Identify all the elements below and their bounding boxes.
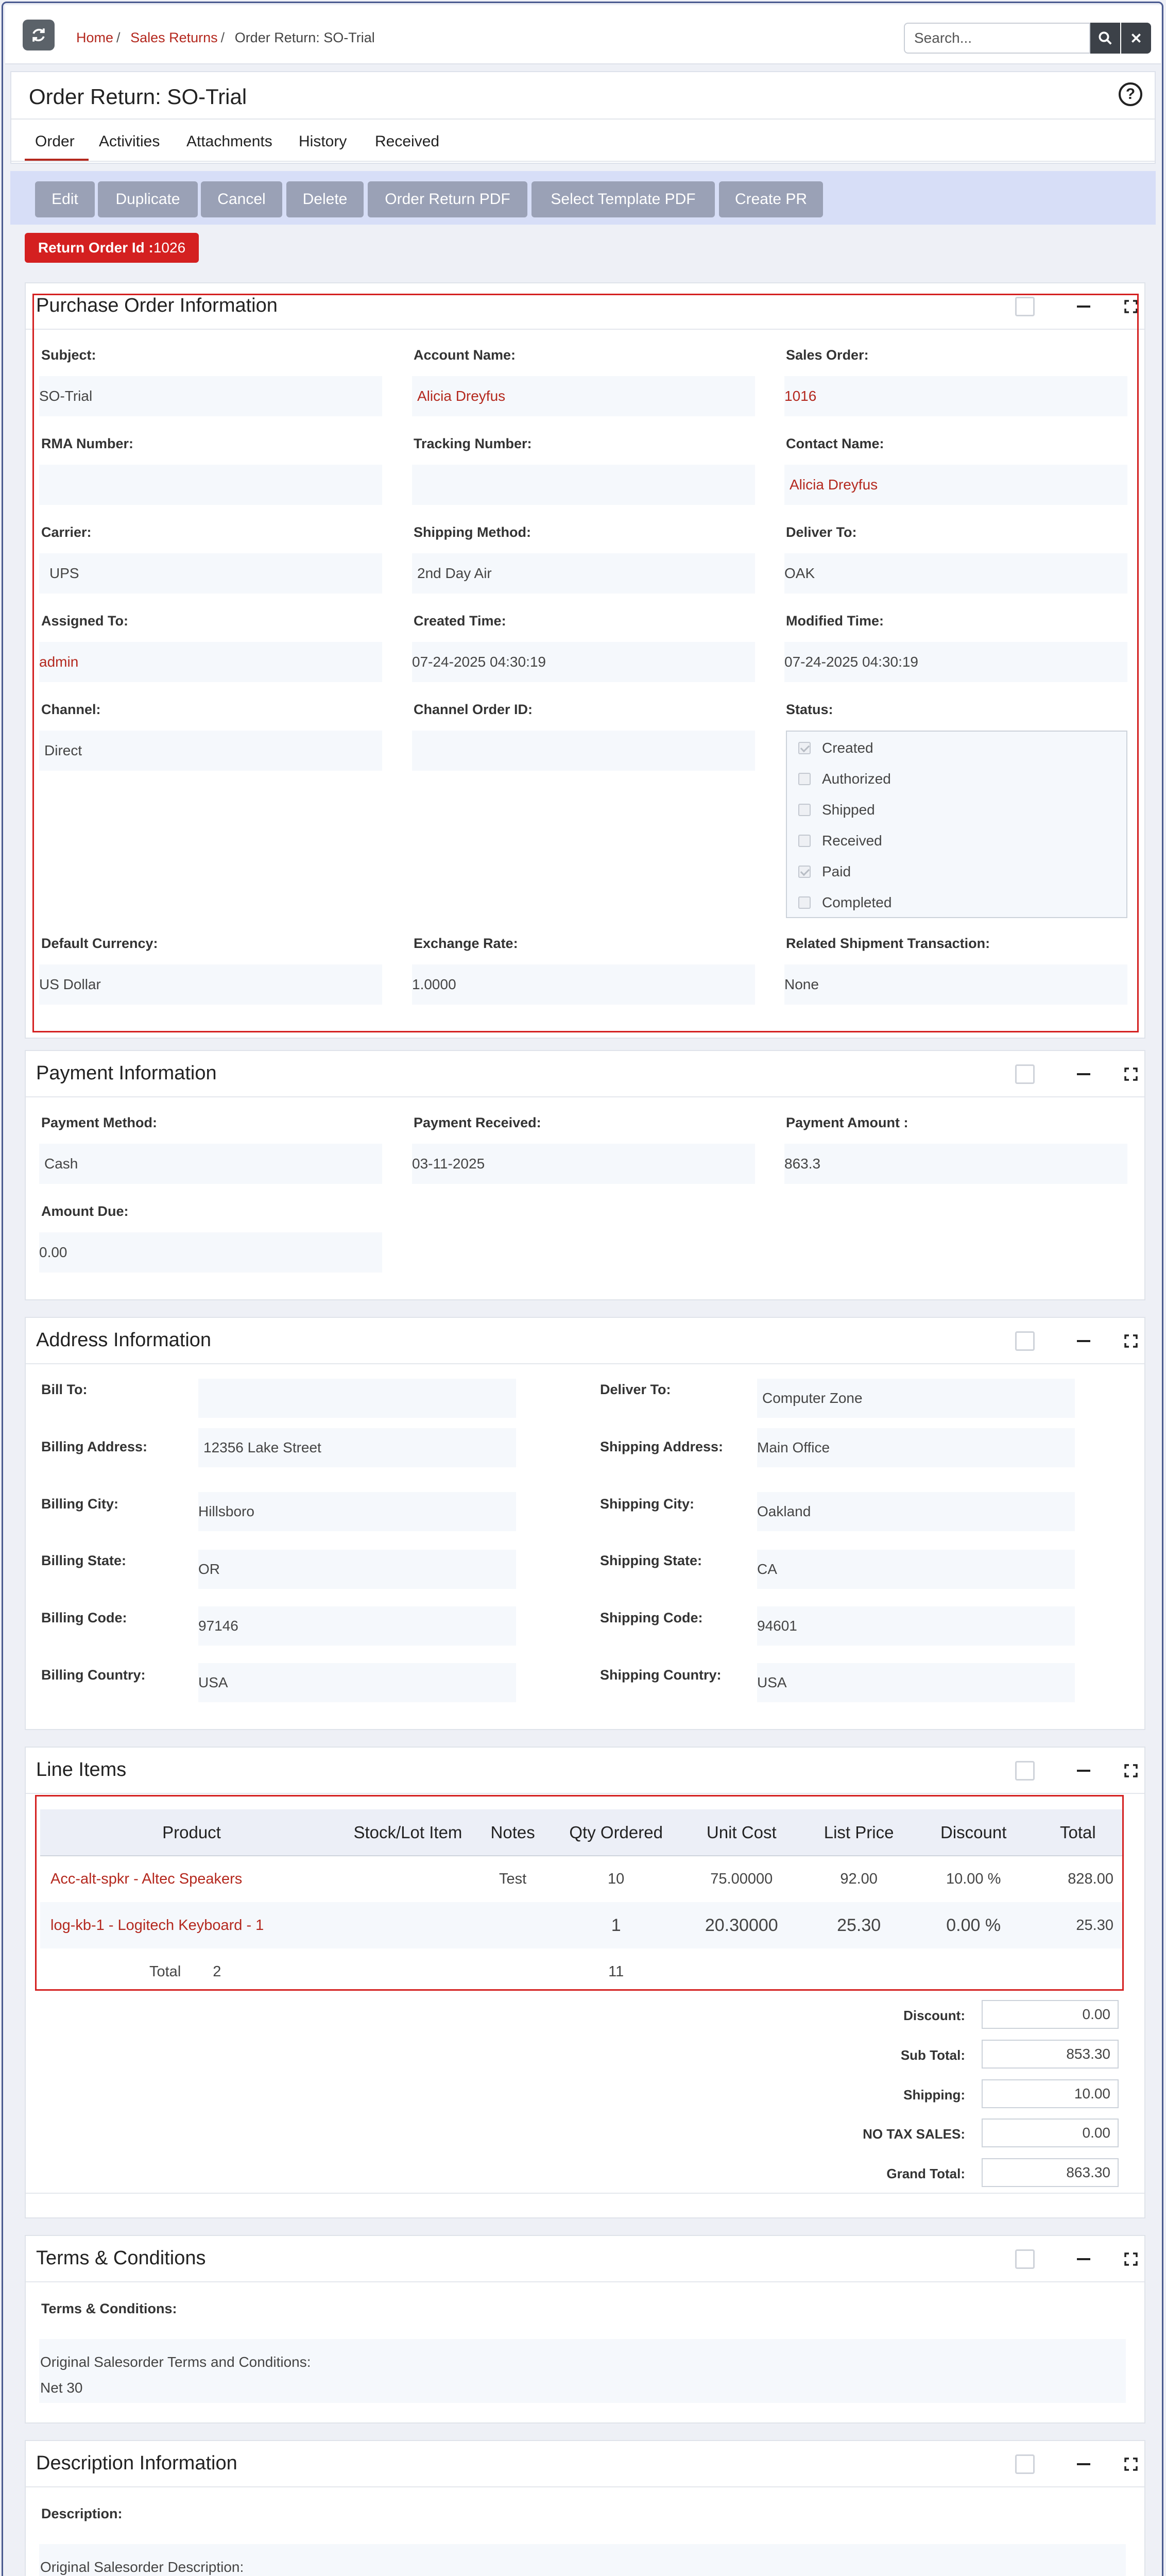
shipping-state-label: Shipping State: [600, 1553, 702, 1568]
shipment-label: Related Shipment Transaction: [786, 936, 990, 951]
column-header: Product [40, 1809, 343, 1856]
bill-to-value [198, 1379, 516, 1418]
qty-cell: 10 [608, 1871, 625, 1887]
rma-label: RMA Number: [41, 436, 133, 451]
panel-title: Description Information [36, 2452, 237, 2474]
description-label: Description: [41, 2506, 123, 2521]
bill-to-label: Bill To: [41, 1382, 88, 1397]
shipping-total-value: 10.00 [982, 2079, 1119, 2108]
shipping-country-value: USA [757, 1663, 1075, 1702]
total-label-cell: Total 2 [149, 1963, 221, 1980]
select-checkbox[interactable] [1015, 1761, 1035, 1781]
shipping-city-label: Shipping City: [600, 1496, 694, 1512]
table-header-row [40, 1809, 1123, 1856]
shipping-address-value: Main Office [757, 1428, 1075, 1467]
page-title: Order Return: SO-Trial [29, 84, 247, 109]
subject-value: SO-Trial [39, 376, 382, 416]
clear-search-button[interactable] [1121, 23, 1151, 54]
checkbox-icon[interactable] [798, 773, 811, 785]
total-cell: 25.30 [1033, 1902, 1123, 1948]
status-option-shipped[interactable]: Shipped [798, 802, 875, 818]
select-checkbox[interactable] [1015, 2454, 1035, 2474]
breadcrumb-home[interactable]: Home [76, 30, 114, 45]
created-label: Created Time: [414, 613, 506, 629]
column-header: Discount [914, 1809, 1033, 1856]
shipping-state-value: CA [757, 1550, 1075, 1589]
deliver-to-label: Deliver To: [600, 1382, 671, 1397]
column-header: Notes [473, 1809, 553, 1856]
billing-city-value: Hillsboro [198, 1492, 516, 1531]
badge-value: 1026 [153, 240, 186, 256]
breadcrumb: Home / Sales Returns / Order Return: SO-Trial [76, 30, 375, 45]
description-value [39, 2544, 1126, 2576]
shipping-city-value: Oakland [757, 1492, 1075, 1531]
sales-order-label: Sales Order: [786, 347, 869, 363]
grand-total-value: 863.30 [982, 2158, 1119, 2187]
minimize-icon[interactable] [1073, 2248, 1094, 2270]
shipping-country-label: Shipping Country: [600, 1667, 722, 1683]
assigned-label: Assigned To: [41, 613, 129, 629]
column-header: Qty Ordered [553, 1809, 679, 1856]
shipment-value: None [784, 964, 1127, 1005]
billing-country-value: USA [198, 1663, 516, 1702]
billing-state-label: Billing State: [41, 1553, 127, 1568]
billing-country-label: Billing Country: [41, 1667, 146, 1683]
status-option-authorized[interactable]: Authorized [798, 771, 891, 787]
table-total-row [40, 1948, 1123, 1995]
total-count: 2 [213, 1963, 221, 1980]
help-icon[interactable]: ? [1119, 82, 1142, 106]
shipping-method-value: 2nd Day Air [412, 553, 755, 594]
status-option-completed[interactable]: Completed [798, 894, 891, 911]
checkbox-icon[interactable] [798, 742, 811, 754]
billing-code-label: Billing Code: [41, 1610, 127, 1625]
discount-total-value: 0.00 [982, 2000, 1119, 2029]
billing-code-value: 97146 [198, 1606, 516, 1646]
record-header [10, 71, 1156, 164]
status-option-received[interactable]: Received [798, 833, 882, 849]
terms-value [39, 2339, 1126, 2403]
search-button[interactable] [1090, 23, 1120, 54]
column-header: Total [1033, 1809, 1123, 1856]
qty-cell: 1 [553, 1902, 679, 1948]
currency-value: US Dollar [39, 964, 382, 1005]
exchange-label: Exchange Rate: [414, 936, 518, 951]
panel-title: Payment Information [36, 1062, 217, 1084]
badge-label: Return Order Id : [38, 240, 153, 256]
top-bar [5, 5, 1161, 64]
shipping-code-value: 94601 [757, 1606, 1075, 1646]
exchange-value: 1.0000 [412, 964, 755, 1005]
subject-label: Subject: [41, 347, 96, 363]
column-header: List Price [804, 1809, 914, 1856]
terms-line-2: Net 30 [40, 2380, 83, 2396]
billing-state-value: OR [198, 1550, 516, 1589]
channel-order-value [412, 731, 755, 771]
sub-total-label: Sub Total: [900, 2047, 965, 2063]
checkbox-icon[interactable] [798, 804, 811, 816]
payment-amount-label: Payment Amount : [786, 1115, 908, 1130]
checkbox-icon[interactable] [798, 896, 811, 909]
status-option-created[interactable]: Created [798, 740, 873, 756]
status-checklist [786, 731, 1127, 918]
column-header: Unit Cost [679, 1809, 803, 1856]
created-value: 07-24-2025 04:30:19 [412, 642, 755, 682]
checkbox-icon[interactable] [798, 866, 811, 878]
grand-total-label: Grand Total: [886, 2166, 965, 2181]
carrier-label: Carrier: [41, 524, 92, 540]
currency-label: Default Currency: [41, 936, 158, 951]
close-icon [1129, 31, 1143, 45]
tab-received[interactable]: Received [375, 133, 440, 150]
tab-activities[interactable]: Activities [99, 133, 160, 150]
select-template-pdf-button[interactable]: Select Template PDF [531, 181, 715, 217]
list-price-cell: 25.30 [804, 1902, 914, 1948]
cancel-button[interactable]: Cancel [201, 181, 282, 217]
channel-order-label: Channel Order ID: [414, 702, 533, 717]
list-price-cell: 92.00 [840, 1871, 878, 1887]
edit-button[interactable]: Edit [35, 181, 95, 217]
terms-label: Terms & Conditions: [41, 2301, 177, 2316]
notes-cell: Test [499, 1871, 527, 1887]
panel-title: Terms & Conditions [36, 2247, 206, 2269]
unit-cost-cell: 20.30000 [679, 1902, 803, 1948]
select-checkbox[interactable] [1015, 1331, 1035, 1351]
amount-due-label: Amount Due: [41, 1204, 129, 1219]
minimize-icon[interactable] [1073, 1063, 1094, 1085]
expand-icon[interactable] [1120, 2453, 1142, 2475]
total-cell: 828.00 [1068, 1871, 1113, 1887]
select-checkbox[interactable] [1015, 297, 1035, 316]
total-qty-cell: 11 [608, 1963, 624, 1980]
carrier-value: UPS [39, 553, 382, 594]
terms-line-1: Original Salesorder Terms and Conditions: [40, 2354, 311, 2370]
minimize-icon[interactable] [1073, 2453, 1094, 2475]
shipping-total-label: Shipping: [903, 2087, 965, 2103]
expand-icon[interactable] [1120, 1760, 1142, 1782]
channel-value: Direct [39, 731, 382, 771]
payment-method-label: Payment Method: [41, 1115, 158, 1130]
assigned-link[interactable]: admin [39, 642, 382, 682]
deliver-to-label: Deliver To: [786, 524, 857, 540]
expand-icon[interactable] [1120, 2248, 1142, 2270]
action-toolbar [10, 171, 1156, 225]
sales-order-link[interactable]: 1016 [784, 376, 1127, 416]
payment-received-value: 03-11-2025 [412, 1144, 755, 1184]
discount-total-label: Discount: [903, 2008, 965, 2023]
shipping-code-label: Shipping Code: [600, 1610, 703, 1625]
expand-icon[interactable] [1120, 1330, 1142, 1352]
payment-received-label: Payment Received: [414, 1115, 541, 1130]
search-icon [1098, 30, 1113, 46]
record-tabs [25, 129, 442, 161]
breadcrumb-sales-returns[interactable]: Sales Returns [130, 30, 218, 45]
tracking-label: Tracking Number: [414, 436, 532, 451]
stock-cell [343, 1856, 473, 1902]
minimize-icon[interactable] [1073, 1330, 1094, 1352]
deliver-to-value: OAK [784, 553, 1127, 594]
shipping-address-label: Shipping Address: [600, 1439, 724, 1454]
billing-city-label: Billing City: [41, 1496, 118, 1512]
contact-link[interactable]: Alicia Dreyfus [784, 465, 1127, 505]
breadcrumb-current: Order Return: SO-Trial [234, 30, 375, 45]
product-link[interactable]: Acc-alt-spkr - Altec Speakers [50, 1871, 243, 1887]
select-checkbox[interactable] [1015, 1064, 1035, 1084]
amount-due-value: 0.00 [39, 1232, 382, 1273]
minimize-icon[interactable] [1073, 296, 1094, 317]
payment-method-value: Cash [39, 1144, 382, 1184]
table-row [40, 1856, 1123, 1902]
checkbox-icon[interactable] [798, 835, 811, 847]
create-pr-button[interactable]: Create PR [719, 181, 823, 217]
expand-icon[interactable] [1120, 296, 1142, 317]
select-checkbox[interactable] [1015, 2249, 1035, 2269]
column-header: Stock/Lot Item [343, 1809, 473, 1856]
account-label: Account Name: [414, 347, 516, 363]
shipping-method-label: Shipping Method: [414, 524, 531, 540]
description-line-1: Original Salesorder Description: [40, 2559, 244, 2575]
status-label: Status: [786, 702, 833, 717]
duplicate-button[interactable]: Duplicate [98, 181, 198, 217]
expand-icon[interactable] [1120, 1063, 1142, 1085]
rma-value [39, 465, 382, 505]
stock-cell [343, 1902, 473, 1948]
sub-total-value: 853.30 [982, 2040, 1119, 2069]
notes-cell [473, 1902, 553, 1948]
panel-title: Line Items [36, 1759, 127, 1781]
unit-cost-cell: 75.00000 [710, 1871, 773, 1887]
tax-value: 0.00 [982, 2119, 1119, 2147]
contact-label: Contact Name: [786, 436, 884, 451]
billing-address-label: Billing Address: [41, 1439, 148, 1454]
table-row [40, 1902, 1123, 1948]
deliver-to-value: Computer Zone [757, 1379, 1075, 1418]
minimize-icon[interactable] [1073, 1760, 1094, 1782]
refresh-button[interactable] [23, 20, 55, 50]
order-return-pdf-button[interactable]: Order Return PDF [368, 181, 527, 217]
tab-order[interactable]: Order [25, 129, 89, 161]
modified-label: Modified Time: [786, 613, 884, 629]
product-link[interactable]: log-kb-1 - Logitech Keyboard - 1 [40, 1902, 343, 1948]
discount-cell: 10.00 % [946, 1871, 1001, 1887]
search-group [904, 23, 1120, 54]
panel-title: Address Information [36, 1329, 212, 1351]
channel-label: Channel: [41, 702, 101, 717]
tax-label: NO TAX SALES: [863, 2126, 965, 2142]
account-link[interactable]: Alicia Dreyfus [412, 376, 755, 416]
return-order-id-badge [25, 233, 199, 263]
modified-value: 07-24-2025 04:30:19 [784, 642, 1127, 682]
status-option-paid[interactable]: Paid [798, 863, 851, 880]
billing-address-value: 12356 Lake Street [198, 1428, 516, 1467]
line-items-table [40, 1809, 1123, 1995]
delete-button[interactable]: Delete [286, 181, 364, 217]
search-input[interactable] [904, 23, 1090, 54]
refresh-icon [30, 26, 47, 44]
tab-attachments[interactable]: Attachments [186, 133, 272, 150]
payment-amount-value: 863.3 [784, 1144, 1127, 1184]
tab-history[interactable]: History [299, 133, 347, 150]
discount-cell: 0.00 % [914, 1902, 1033, 1948]
panel-title: Purchase Order Information [36, 295, 278, 316]
tracking-value [412, 465, 755, 505]
